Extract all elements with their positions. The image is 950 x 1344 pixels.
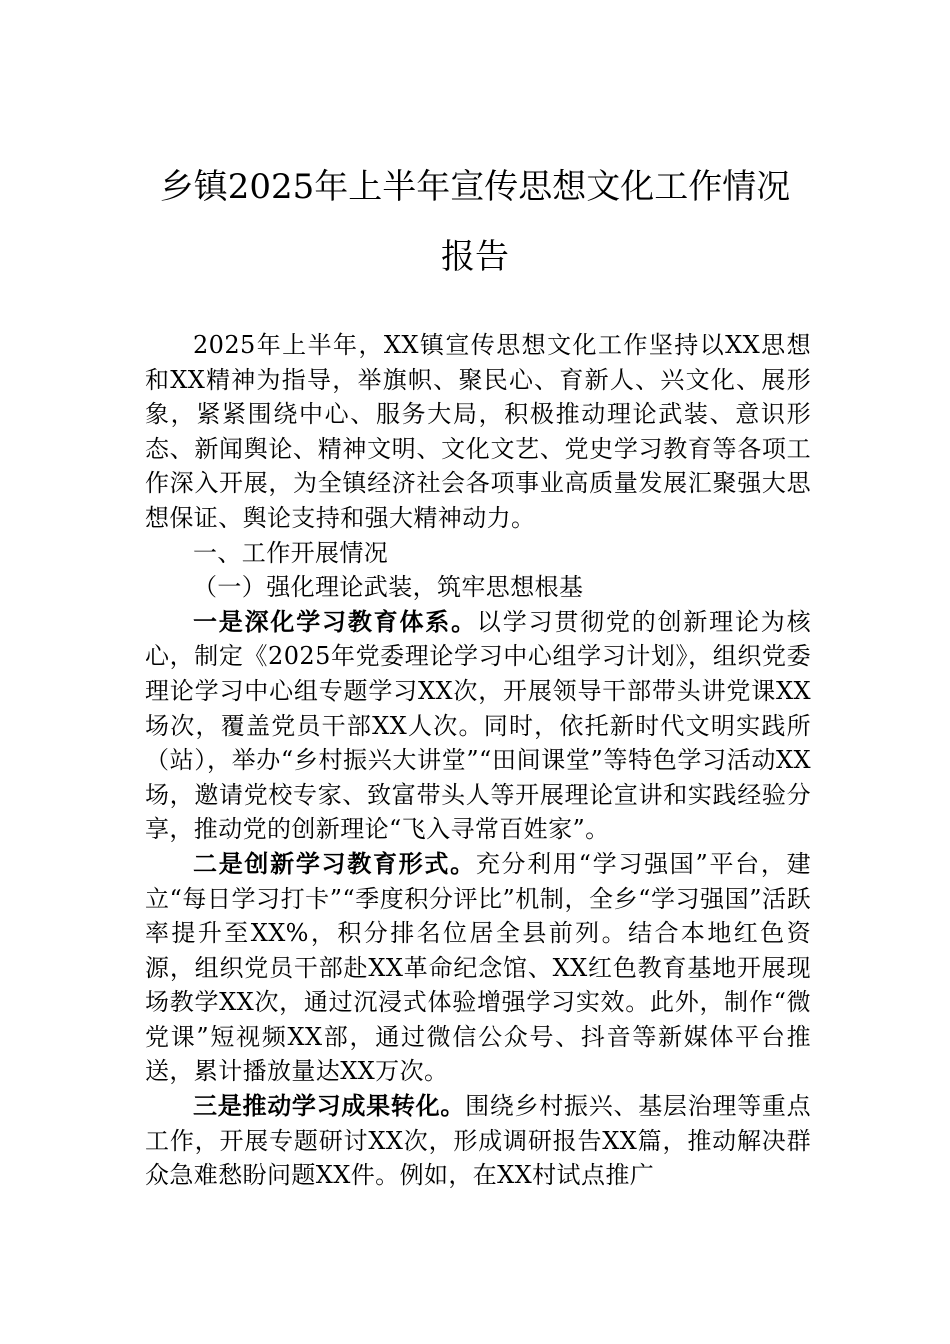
document-title-line-1: 乡镇2025年上半年宣传思想文化工作情况	[159, 167, 791, 207]
item-text-2: 充分利用“学习强国”平台，建立“每日学习打卡”“季度积分评比”机制，全乡“学习强国”活跃率提升至XX%，积分排名位居全县前列。结合本地红色资源，组织党员干部赴XX革命纪念馆、XX红色教育基地开展现场教学XX次，通过沉浸式体验增强学习实效。此外，制作“微党课”短视频XX部，通过微信公众号、抖音等新媒体平台推送，累计播放量达XX万次。	[145, 849, 812, 1086]
document-title-line-2: 报告	[441, 237, 509, 277]
item-paragraph-1	[145, 605, 811, 847]
item-text-1: 以学习贯彻党的创新理论为核心，制定《2025年党委理论学习中心组学习计划》，组织党委理论学习中心组专题学习XX次，开展领导干部带头讲党课XX场次，覆盖党员干部XX人次。同时，依托新时代文明实践所（站），举办“乡村振兴大讲堂”“田间课堂”等特色学习活动XX场，邀请党校专家、致富带头人等开展理论宣讲和实践经验分享，推动党的创新理论“飞入寻常百姓家”。	[145, 607, 811, 844]
item-paragraph-2	[145, 847, 811, 1089]
item-paragraph-3	[145, 1089, 811, 1193]
item-text-3: 围绕乡村振兴、基层治理等重点工作，开展专题研讨XX次，形成调研报告XX篇，推动解决群众急难愁盼问题XX件。例如，在XX村试点推广	[145, 1092, 811, 1190]
item-lead-1: 一是深化学习教育体系。	[193, 606, 477, 636]
item-lead-3: 三是推动学习成果转化。	[193, 1091, 466, 1121]
intro-paragraph: 2025年上半年，XX镇宣传思想文化工作坚持以XX思想和XX精神为指导，举旗帜、聚民心、育新人、兴文化、展形象，紧紧围绕中心、服务大局，积极推动理论武装、意识形态、新闻舆论、精神文明、文化文艺、党史学习教育等各项工作深入开展，为全镇经济社会各项事业高质量发展汇聚强大思想保证、舆论支持和强大精神动力。	[145, 331, 811, 532]
item-lead-2: 二是创新学习教育形式。	[193, 848, 476, 878]
subsection-heading-1: （一）强化理论武装，筑牢思想根基	[193, 573, 584, 602]
document-body	[145, 328, 811, 1193]
section-heading-1: 一、工作开展情况	[193, 538, 389, 567]
